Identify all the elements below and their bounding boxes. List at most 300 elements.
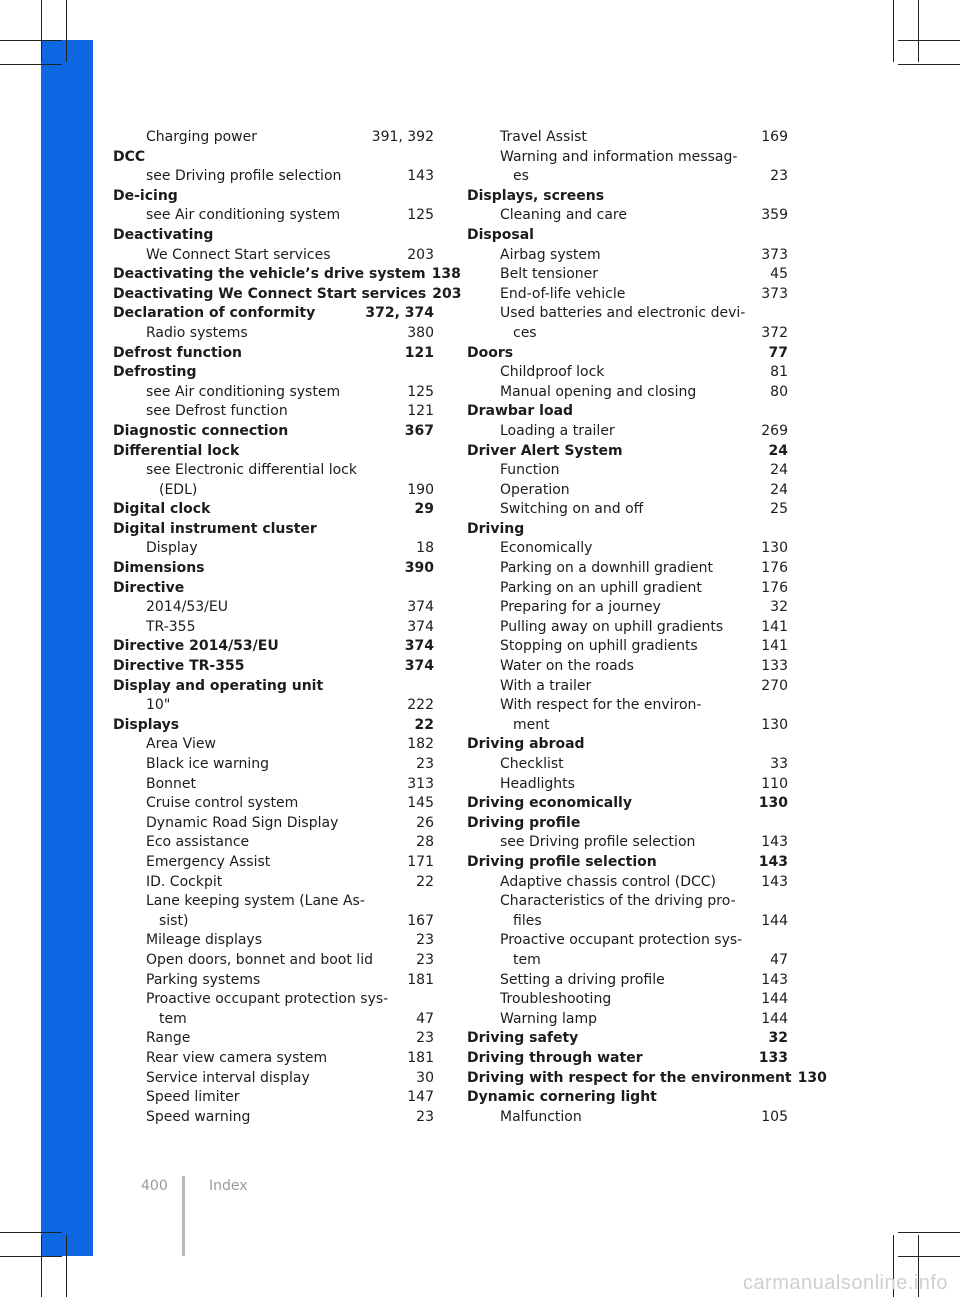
entry-page-ref: 181 [407, 1049, 434, 1066]
index-heading [113, 285, 462, 305]
entry-page-ref: 374 [404, 658, 434, 675]
index-entry [113, 775, 434, 795]
entry-text: Dynamic Road Sign Display [146, 814, 339, 831]
index-heading [467, 794, 788, 814]
index-entry [467, 598, 788, 618]
index-entry [467, 285, 788, 305]
index-entry [113, 206, 434, 226]
index-heading [113, 677, 434, 697]
entry-text: Service interval display [146, 1069, 310, 1086]
entry-page-ref: 374 [404, 638, 434, 655]
crop-mark [0, 64, 62, 65]
entry-text: Parking on an uphill gradient [500, 579, 702, 596]
entry-page-ref: 130 [761, 540, 788, 557]
entry-page-ref: 125 [407, 207, 434, 224]
entry-text: Speed limiter [146, 1089, 240, 1106]
index-entry [467, 990, 788, 1010]
entry-page-ref: 18 [416, 540, 434, 557]
entry-page-ref: 133 [761, 658, 788, 675]
index-entry [467, 539, 788, 559]
index-heading [467, 442, 788, 462]
index-heading [113, 226, 434, 246]
index-entry [113, 383, 434, 403]
index-heading [113, 500, 434, 520]
entry-page-ref: 26 [416, 814, 434, 831]
index-entry [467, 559, 788, 579]
entry-text: see Driving profile selection [500, 834, 696, 851]
index-heading [113, 344, 434, 364]
entry-page-ref: 144 [761, 1010, 788, 1027]
crop-mark [0, 1232, 62, 1233]
entry-text: Displays [113, 716, 180, 733]
index-entry [113, 912, 434, 932]
entry-text: see Defrost function [146, 403, 288, 420]
index-entry [467, 481, 788, 501]
crop-mark [898, 1232, 960, 1233]
entry-text: see Air conditioning system [146, 383, 341, 400]
entry-page-ref: 30 [416, 1069, 434, 1086]
index-entry [113, 814, 434, 834]
entry-text: Parking on a downhill gradient [500, 560, 714, 577]
entry-page-ref: 373 [761, 246, 788, 263]
crop-mark [41, 1235, 42, 1297]
entry-text: Driving safety [467, 1030, 579, 1047]
entry-page-ref: 269 [761, 422, 788, 439]
entry-text: Switching on and off [500, 501, 644, 518]
entry-text: Checklist [500, 756, 564, 772]
entry-text: Driving profile [467, 814, 581, 831]
entry-text: DCC [113, 148, 146, 165]
index-entry [113, 931, 434, 951]
entry-page-ref: 29 [414, 501, 434, 518]
entry-text: Digital clock [113, 501, 211, 518]
entry-page-ref: 130 [761, 716, 788, 733]
entry-page-ref: 143 [761, 873, 788, 890]
entry-page-ref: 313 [407, 775, 434, 792]
entry-text: Display and operating unit [113, 677, 324, 694]
index-heading [467, 1088, 788, 1108]
crop-mark [0, 1256, 62, 1257]
index-entry [467, 579, 788, 599]
entry-text: Deactivating the vehicle’s drive system [113, 266, 426, 283]
entry-text: Characteristics of the driving pro- [500, 893, 736, 910]
entry-page-ref: 141 [761, 638, 788, 655]
entry-page-ref: 25 [770, 501, 788, 518]
index-column-left [113, 128, 462, 1127]
entry-page-ref: 145 [407, 795, 434, 812]
entry-page-ref: 47 [770, 951, 788, 968]
entry-page-ref: 143 [407, 168, 434, 185]
index-entry [113, 696, 434, 716]
entry-text: Defrost function [113, 344, 243, 361]
entry-text: Area View [146, 736, 216, 753]
entry-text: Doors [467, 344, 514, 361]
footer-divider [182, 1176, 185, 1256]
entry-page-ref: 121 [407, 403, 434, 420]
index-entry [113, 402, 434, 422]
entry-text: es [513, 168, 529, 185]
index-heading [467, 814, 788, 834]
entry-page-ref: 23 [416, 756, 434, 772]
entry-text: Radio systems [146, 324, 248, 341]
index-heading [113, 304, 434, 324]
index-entry [113, 246, 434, 266]
entry-page-ref: 359 [761, 207, 788, 224]
entry-page-ref: 190 [407, 481, 434, 498]
entry-text: ID. Cockpit [146, 873, 223, 890]
entry-page-ref: 138 [431, 266, 461, 283]
entry-text: Defrosting [113, 364, 197, 381]
entry-text: Digital instrument cluster [113, 520, 317, 537]
entry-text: End-of-life vehicle [500, 285, 626, 302]
crop-mark [66, 0, 67, 62]
entry-text: Parking systems [146, 971, 261, 988]
entry-text: see Air conditioning system [146, 207, 341, 224]
index-heading [467, 853, 788, 873]
entry-page-ref: 380 [407, 324, 434, 341]
index-heading [113, 187, 434, 207]
entry-text: Manual opening and closing [500, 383, 697, 400]
entry-text: Disposal [467, 226, 534, 243]
entry-text: Preparing for a journey [500, 599, 661, 616]
index-entry [113, 1108, 434, 1128]
entry-text: Rear view camera system [146, 1049, 328, 1066]
entry-text: Directive TR-355 [113, 658, 245, 675]
entry-text: ces [513, 324, 537, 341]
entry-text: Driver Alert System [467, 442, 623, 459]
entry-text: 10" [146, 697, 171, 714]
entry-page-ref: 171 [407, 853, 434, 870]
blue-sidebar-bar [41, 40, 93, 1256]
index-entry [467, 931, 788, 951]
entry-text: Childproof lock [500, 364, 605, 381]
index-heading [113, 559, 434, 579]
entry-page-ref: 169 [761, 129, 788, 145]
index-heading [467, 1029, 788, 1049]
index-entry [467, 265, 788, 285]
entry-text: Operation [500, 481, 570, 498]
index-heading [113, 637, 434, 657]
entry-text: tem [513, 951, 541, 968]
entry-page-ref: 80 [770, 383, 788, 400]
entry-text: Used batteries and electronic devi- [500, 305, 746, 322]
index-column-right [467, 128, 827, 1127]
entry-text: tem [159, 1010, 187, 1027]
index-heading [467, 520, 788, 540]
entry-page-ref: 176 [761, 560, 788, 577]
entry-text: Function [500, 462, 560, 479]
entry-page-ref: 372, 374 [365, 305, 434, 322]
index-entry [467, 461, 788, 481]
entry-text: Mileage displays [146, 932, 263, 949]
entry-text: Directive [113, 579, 185, 596]
crop-mark [898, 1256, 960, 1257]
entry-text: ment [513, 716, 550, 733]
index-entry [113, 481, 434, 501]
index-entry [467, 128, 788, 148]
index-entry [467, 912, 788, 932]
entry-page-ref: 47 [416, 1010, 434, 1027]
entry-text: Proactive occupant protection sys- [146, 991, 389, 1008]
index-entry [113, 1049, 434, 1069]
entry-text: Economically [500, 540, 593, 557]
index-entry [467, 873, 788, 893]
entry-page-ref: 176 [761, 579, 788, 596]
index-entry [113, 853, 434, 873]
index-heading [113, 520, 434, 540]
entry-page-ref: 28 [416, 834, 434, 851]
entry-page-ref: 373 [761, 285, 788, 302]
entry-page-ref: 105 [761, 1108, 788, 1125]
index-entry [467, 1108, 788, 1128]
entry-text: Speed warning [146, 1108, 251, 1125]
entry-page-ref: 374 [407, 618, 434, 635]
entry-page-ref: 141 [761, 618, 788, 635]
entry-page-ref: 110 [761, 775, 788, 792]
index-entry [467, 167, 788, 187]
entry-page-ref: 203 [407, 246, 434, 263]
entry-text: see Electronic differential lock [146, 462, 357, 479]
section-title: Index [209, 1178, 248, 1194]
entry-page-ref: 23 [770, 168, 788, 185]
index-entry [113, 892, 434, 912]
entry-page-ref: 32 [770, 599, 788, 616]
index-entry [467, 951, 788, 971]
entry-page-ref: 144 [761, 912, 788, 929]
index-heading [113, 422, 434, 442]
entry-text: Cruise control system [146, 795, 299, 812]
entry-text: With a trailer [500, 677, 592, 694]
index-entry [467, 716, 788, 736]
index-heading [113, 148, 434, 168]
crop-mark [893, 0, 894, 62]
entry-text: De-icing [113, 187, 178, 204]
index-entry [467, 500, 788, 520]
entry-text: Driving [467, 520, 525, 537]
entry-page-ref: 24 [770, 481, 788, 498]
entry-page-ref: 391, 392 [371, 129, 434, 145]
entry-page-ref: 81 [770, 364, 788, 381]
entry-text: (EDL) [159, 481, 198, 498]
index-heading [467, 735, 788, 755]
index-entry [113, 167, 434, 187]
index-entry [113, 794, 434, 814]
index-heading [113, 716, 434, 736]
index-heading [113, 657, 434, 677]
entry-text: TR-355 [146, 618, 196, 635]
entry-page-ref: 182 [407, 736, 434, 753]
entry-page-ref: 45 [770, 266, 788, 283]
entry-page-ref: 367 [404, 422, 434, 439]
index-heading [113, 363, 434, 383]
index-entry [467, 304, 788, 324]
entry-text: Pulling away on uphill gradients [500, 618, 724, 635]
index-entry [113, 461, 434, 481]
entry-text: see Driving profile selection [146, 168, 342, 185]
entry-page-ref: 181 [407, 971, 434, 988]
entry-text: Warning lamp [500, 1010, 598, 1027]
entry-text: We Connect Start services [146, 246, 331, 263]
index-entry [113, 971, 434, 991]
entry-text: Driving through water [467, 1049, 643, 1066]
index-entry [113, 324, 434, 344]
crop-mark [898, 64, 960, 65]
entry-text: Driving abroad [467, 736, 585, 753]
entry-page-ref: 133 [758, 1049, 788, 1066]
entry-page-ref: 32 [768, 1030, 788, 1047]
index-entry [113, 873, 434, 893]
entry-text: Adaptive chassis control (DCC) [500, 873, 717, 890]
entry-page-ref: 77 [768, 344, 788, 361]
entry-text: Displays, screens [467, 187, 605, 204]
entry-page-ref: 374 [407, 599, 434, 616]
entry-text: Belt tensioner [500, 266, 599, 283]
entry-text: Water on the roads [500, 658, 634, 675]
entry-page-ref: 125 [407, 383, 434, 400]
index-entry [467, 148, 788, 168]
entry-text: Stopping on uphill gradients [500, 638, 698, 655]
index-heading [113, 579, 434, 599]
entry-page-ref: 143 [761, 834, 788, 851]
entry-text: Drawbar load [467, 403, 574, 420]
index-entry [113, 990, 434, 1010]
index-entry [467, 324, 788, 344]
index-entry [467, 696, 788, 716]
entry-text: Differential lock [113, 442, 240, 459]
entry-page-ref: 22 [416, 873, 434, 890]
entry-text: Deactivating We Connect Start services [113, 285, 427, 302]
crop-mark [41, 0, 42, 62]
index-heading [467, 187, 788, 207]
entry-text: sist) [159, 912, 189, 929]
index-entry [467, 618, 788, 638]
entry-text: Dimensions [113, 560, 205, 577]
entry-text: Diagnostic connection [113, 422, 289, 439]
crop-mark [918, 0, 919, 62]
entry-text: Black ice warning [146, 756, 270, 772]
entry-text: Cleaning and care [500, 207, 627, 224]
index-heading [467, 226, 788, 246]
entry-page-ref: 390 [404, 560, 434, 577]
index-entry [467, 1010, 788, 1030]
entry-text: Driving profile selection [467, 853, 657, 870]
index-entry [113, 735, 434, 755]
index-entry [467, 892, 788, 912]
index-entry [113, 1069, 434, 1089]
entry-text: Display [146, 540, 198, 557]
entry-text: Charging power [146, 129, 257, 145]
entry-text: Headlights [500, 775, 575, 792]
entry-text: Directive 2014/53/EU [113, 638, 279, 655]
index-heading [467, 1069, 827, 1089]
entry-text: Bonnet [146, 775, 197, 792]
index-entry [467, 971, 788, 991]
index-entry [113, 755, 434, 775]
index-entry [113, 598, 434, 618]
entry-page-ref: 144 [761, 991, 788, 1008]
entry-page-ref: 130 [797, 1069, 827, 1086]
index-entry [467, 677, 788, 697]
page-number: 400 [141, 1178, 168, 1194]
entry-text: Setting a driving profile [500, 971, 665, 988]
entry-text: Warning and information messag- [500, 148, 738, 165]
index-heading [113, 442, 434, 462]
crop-mark [66, 1235, 67, 1297]
entry-page-ref: 22 [414, 716, 434, 733]
entry-text: Troubleshooting [500, 991, 612, 1008]
entry-page-ref: 203 [432, 285, 462, 302]
entry-text: Malfunction [500, 1108, 582, 1125]
index-entry [113, 539, 434, 559]
index-entry [467, 775, 788, 795]
entry-text: Declaration of conformity [113, 305, 316, 322]
index-entry [113, 833, 434, 853]
entry-text: With respect for the environ- [500, 697, 702, 714]
index-heading [467, 344, 788, 364]
index-entry [113, 128, 434, 148]
entry-text: Loading a trailer [500, 422, 615, 439]
entry-text: Dynamic cornering light [467, 1089, 657, 1106]
index-entry [467, 755, 788, 775]
entry-page-ref: 143 [761, 971, 788, 988]
index-entry [467, 637, 788, 657]
index-entry [467, 363, 788, 383]
index-entry [467, 246, 788, 266]
index-entry [467, 383, 788, 403]
entry-text: Range [146, 1030, 191, 1047]
entry-text: files [513, 912, 542, 929]
entry-page-ref: 24 [768, 442, 788, 459]
entry-page-ref: 147 [407, 1089, 434, 1106]
index-entry [467, 206, 788, 226]
crop-mark [898, 40, 960, 41]
entry-text: Proactive occupant protection sys- [500, 932, 743, 949]
entry-text: Airbag system [500, 246, 601, 263]
index-entry [467, 657, 788, 677]
entry-page-ref: 222 [407, 697, 434, 714]
entry-text: Open doors, bonnet and boot lid [146, 951, 373, 968]
index-entry [467, 422, 788, 442]
entry-text: Emergency Assist [146, 853, 271, 870]
entry-page-ref: 121 [404, 344, 434, 361]
entry-text: 2014/53/EU [146, 599, 228, 616]
index-heading [467, 402, 788, 422]
entry-page-ref: 270 [761, 677, 788, 694]
entry-page-ref: 33 [770, 756, 788, 772]
entry-text: Deactivating [113, 226, 214, 243]
entry-page-ref: 23 [416, 1108, 434, 1125]
entry-page-ref: 130 [758, 795, 788, 812]
entry-text: Eco assistance [146, 834, 250, 851]
index-entry [467, 833, 788, 853]
entry-text: Travel Assist [500, 129, 587, 145]
entry-page-ref: 167 [407, 912, 434, 929]
entry-text: Lane keeping system (Lane As- [146, 893, 365, 910]
entry-page-ref: 23 [416, 1030, 434, 1047]
entry-page-ref: 24 [770, 462, 788, 479]
entry-text: Driving economically [467, 795, 632, 812]
index-entry [113, 1010, 434, 1030]
entry-page-ref: 372 [761, 324, 788, 341]
index-entry [113, 1088, 434, 1108]
entry-page-ref: 23 [416, 951, 434, 968]
index-heading [113, 265, 461, 285]
index-heading [467, 1049, 788, 1069]
index-entry [113, 1029, 434, 1049]
entry-page-ref: 143 [758, 853, 788, 870]
index-entry [113, 951, 434, 971]
entry-page-ref: 23 [416, 932, 434, 949]
